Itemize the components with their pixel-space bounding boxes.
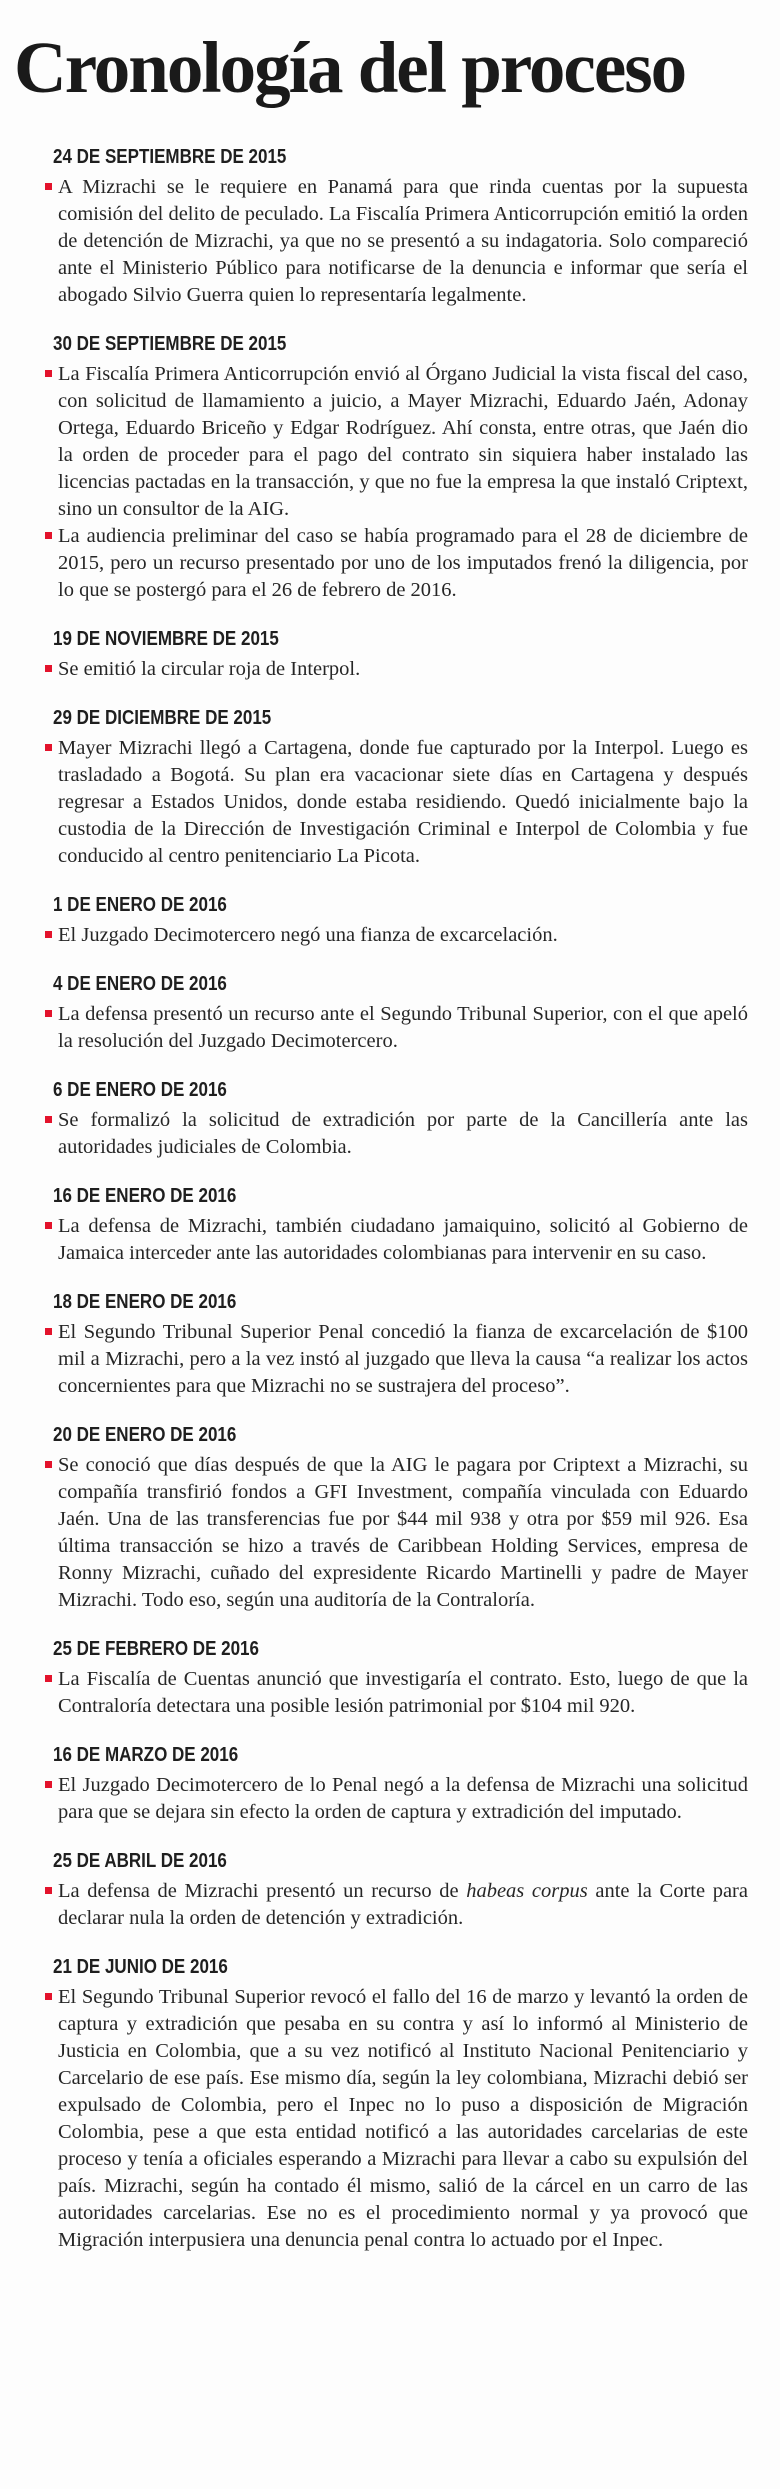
timeline-section xyxy=(45,1956,748,2254)
timeline-date: 20 DE ENERO DE 2016 xyxy=(53,1424,237,1446)
page-title: Cronología del proceso xyxy=(14,27,686,108)
timeline-section xyxy=(45,1638,748,1720)
timeline-entry-text: Se formalizó la solicitud de extradición por parte de la Cancillería ante las autoridades judiciales de Colombia. xyxy=(58,1109,748,1158)
timeline-date: 1 DE ENERO DE 2016 xyxy=(53,894,227,916)
timeline xyxy=(0,146,780,2254)
timeline-entry xyxy=(45,361,748,523)
timeline-entry xyxy=(45,656,748,683)
timeline-entry-text: La defensa presentó un recurso ante el Segundo Tribunal Superior, con el que apeló la resolución del Juzgado Decimotercero. xyxy=(58,1003,748,1052)
timeline-date: 25 DE ABRIL DE 2016 xyxy=(53,1850,227,1872)
timeline-section xyxy=(45,628,748,683)
timeline-entry-text: El Juzgado Decimotercero de lo Penal negó a la defensa de Mizrachi una solicitud para que se dejara sin efecto la orden de captura y extradición del imputado. xyxy=(58,1774,748,1823)
bullet-square-icon xyxy=(45,1461,52,1468)
timeline-section xyxy=(45,1744,748,1826)
bullet-square-icon xyxy=(45,931,52,938)
bullet-square-icon xyxy=(45,1993,52,2000)
timeline-entry-text: Se emitió la circular roja de Interpol. xyxy=(58,658,361,680)
timeline-entry-text: Mayer Mizrachi llegó a Cartagena, donde fue capturado por la Interpol. Luego es trasladado a Bogotá. Su plan era vacacionar siete días en Cartagena y después regresar a Estados Unidos, donde estaba residiendo. Quedó inicialmente bajo la custodia de la Dirección de Investigación Criminal e Interpol de Colombia y fue conducido al centro penitenciario La Picota. xyxy=(58,737,748,867)
timeline-date: 16 DE ENERO DE 2016 xyxy=(53,1185,237,1207)
timeline-entry-text: El Segundo Tribunal Superior Penal concedió la fianza de excarcelación de $100 mil a Mizrachi, pero a la vez instó al juzgado que lleva la causa “a realizar los actos concernientes para que Mizrachi no se sustrajera del proceso”. xyxy=(58,1321,748,1397)
timeline-entry xyxy=(45,1878,748,1932)
timeline-entry-text: La audiencia preliminar del caso se había programado para el 28 de diciembre de 2015, pero un recurso presentado por uno de los imputados frenó la diligencia, por lo que se postergó para el 26 de febrero de 2016. xyxy=(58,525,748,601)
timeline-date: 16 DE MARZO DE 2016 xyxy=(53,1744,239,1766)
timeline-date: 29 DE DICIEMBRE DE 2015 xyxy=(53,707,272,729)
timeline-date: 21 DE JUNIO DE 2016 xyxy=(53,1956,228,1978)
timeline-entry xyxy=(45,1666,748,1720)
timeline-section xyxy=(45,973,748,1055)
timeline-section xyxy=(45,1185,748,1267)
timeline-section xyxy=(45,333,748,604)
bullet-square-icon xyxy=(45,1222,52,1229)
bullet-square-icon xyxy=(45,1328,52,1335)
timeline-section xyxy=(45,1424,748,1614)
bullet-square-icon xyxy=(45,532,52,539)
timeline-date: 4 DE ENERO DE 2016 xyxy=(53,973,227,995)
timeline-section xyxy=(45,1850,748,1932)
bullet-square-icon xyxy=(45,1887,52,1894)
timeline-entry xyxy=(45,1984,748,2254)
timeline-entry-text: La Fiscalía Primera Anticorrupción envió al Órgano Judicial la vista fiscal del caso, con solicitud de llamamiento a juicio, a Mayer Mizrachi, Eduardo Jaén, Adonay Ortega, Eduardo Briceño y Edgar Rodríguez. Ahí consta, entre otras, que Jaén dio la orden de proceder para el pago del contrato sin siquiera haber instalado las licencias pactadas en la transacción, y que no fue la empresa la que instaló Criptext, sino un consultor de la AIG. xyxy=(58,363,748,520)
timeline-section xyxy=(45,146,748,309)
timeline-entry xyxy=(45,922,748,949)
timeline-section xyxy=(45,1291,748,1400)
bullet-square-icon xyxy=(45,1010,52,1017)
timeline-section xyxy=(45,707,748,870)
timeline-section xyxy=(45,1079,748,1161)
timeline-entry-text: A Mizrachi se le requiere en Panamá para que rinda cuentas por la supuesta comisión del delito de peculado. La Fiscalía Primera Anticorrupción emitió la orden de detención de Mizrachi, ya que no se presentó a su indagatoria. Solo compareció ante el Ministerio Público para notificarse de la denuncia e informar que sería el abogado Silvio Guerra quien lo representaría legalmente. xyxy=(58,176,748,306)
bullet-square-icon xyxy=(45,665,52,672)
bullet-square-icon xyxy=(45,1675,52,1682)
timeline-date: 6 DE ENERO DE 2016 xyxy=(53,1079,227,1101)
timeline-entry-text: El Segundo Tribunal Superior revocó el fallo del 16 de marzo y levantó la orden de captura y extradición que pesaba en su contra y así lo informó al Ministerio de Justicia en Colombia, que a su vez notificó al Instituto Nacional Penitenciario y Carcelario de ese país. Ese mismo día, según la ley colombiana, Mizrachi debió ser expulsado de Colombia, pero el Inpec no lo puso a disposición de Migración Colombia, pese a que esta entidad notificó a las autoridades carcelarias de este proceso y tenía a oficiales esperando a Mizrachi para llevar a cabo su expulsión del país. Mizrachi, según ha contado él mismo, salió de la cárcel en un carro de las autoridades carcelarias. Ese no es el procedimiento normal y ya provocó que Migración interpusiera una denuncia penal contra lo actuado por el Inpec. xyxy=(58,1986,748,2251)
bullet-square-icon xyxy=(45,1116,52,1123)
bullet-square-icon xyxy=(45,1781,52,1788)
timeline-date: 25 DE FEBRERO DE 2016 xyxy=(53,1638,259,1660)
timeline-entry xyxy=(45,1319,748,1400)
timeline-date: 24 DE SEPTIEMBRE DE 2015 xyxy=(53,146,287,168)
timeline-entry xyxy=(45,1452,748,1614)
bullet-square-icon xyxy=(45,183,52,190)
timeline-entry xyxy=(45,1107,748,1161)
timeline-entry-text: El Juzgado Decimotercero negó una fianza de excarcelación. xyxy=(58,924,558,946)
timeline-entry xyxy=(45,174,748,309)
timeline-section xyxy=(45,894,748,949)
timeline-entry xyxy=(45,1772,748,1826)
timeline-entry xyxy=(45,735,748,870)
timeline-date: 30 DE SEPTIEMBRE DE 2015 xyxy=(53,333,287,355)
timeline-date: 19 DE NOVIEMBRE DE 2015 xyxy=(53,628,279,650)
timeline-entry-text: La defensa de Mizrachi, también ciudadano jamaiquino, solicitó al Gobierno de Jamaica interceder ante las autoridades colombianas para intervenir en su caso. xyxy=(58,1215,748,1264)
timeline-entry xyxy=(45,1001,748,1055)
chronology-article xyxy=(0,27,780,2254)
timeline-entry-text: La Fiscalía de Cuentas anunció que investigaría el contrato. Esto, luego de que la Contraloría detectara una posible lesión patrimonial por $104 mil 920. xyxy=(58,1668,748,1717)
bullet-square-icon xyxy=(45,744,52,751)
timeline-entry-text: La defensa de Mizrachi presentó un recurso de habeas corpus ante la Corte para declarar nula la orden de detención y extradición. xyxy=(58,1880,748,1929)
timeline-entry xyxy=(45,1213,748,1267)
timeline-date: 18 DE ENERO DE 2016 xyxy=(53,1291,237,1313)
timeline-entry xyxy=(45,523,748,604)
bullet-square-icon xyxy=(45,370,52,377)
timeline-entry-text: Se conoció que días después de que la AIG le pagara por Criptext a Mizrachi, su compañía transfirió fondos a GFI Investment, compañía vinculada con Eduardo Jaén. Una de las transferencias fue por $44 mil 938 y otra por $59 mil 926. Esa última transacción se hizo a través de Caribbean Holding Services, empresa de Ronny Mizrachi, cuñado del expresidente Ricardo Martinelli y padre de Mayer Mizrachi. Todo eso, según una auditoría de la Contraloría. xyxy=(58,1454,748,1611)
